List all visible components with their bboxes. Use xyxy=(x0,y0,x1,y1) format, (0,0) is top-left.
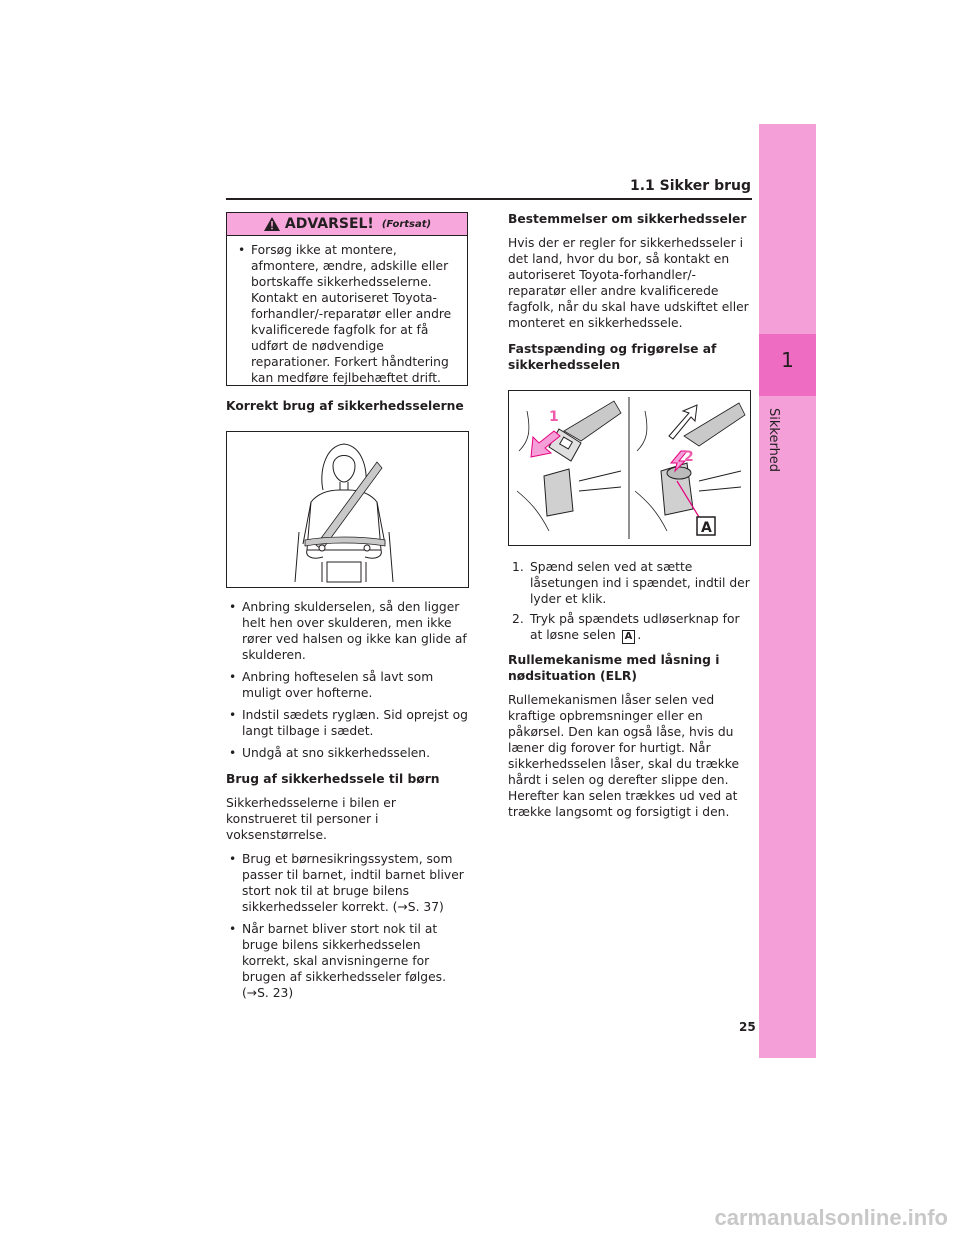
section-title: 1.1 Sikker brug xyxy=(630,178,751,194)
step-1: 1. Spænd selen ved at sætte låsetungen ind i spændet, indtil der lyder et klik. xyxy=(512,560,750,606)
chapter-number: 1 xyxy=(781,348,794,372)
heading-rules: Bestemmelser om sikkerhedsseler xyxy=(508,212,747,226)
warning-triangle-icon xyxy=(263,216,281,232)
figure-seated-person xyxy=(226,431,469,588)
heading-correct-use: Korrekt brug af sikkerhedsselerne xyxy=(226,399,464,413)
page-number: 25 xyxy=(739,1020,756,1034)
heading-children: Brug af sikkerhedssele til børn xyxy=(226,772,440,786)
watermark: carmanualsonline.info xyxy=(714,1205,948,1230)
paragraph-elr: Rullemekanismen låser selen ved kraftige opbremsninger eller en påkørsel. Den kan også låse, hvis du læner dig forover for hurtigt. Når sikkerhedsselen låser, skal du trække hårdt i selen og derefter slippe den. Herefter kan selen trækkes ud ved at trække langsomt og forsigtigt i den. xyxy=(508,693,740,819)
heading-fasten: Fastspænding og frigørelse af sikkerhedsselen xyxy=(508,342,717,372)
bullet-children-2: • Når barnet bliver stort nok til at bruge bilens sikkerhedsselen korrekt, skal anvisningerne for brugen af sikkerhedsseler følges. (→S. 23) xyxy=(229,922,446,1000)
warning-title: ADVARSEL! xyxy=(284,216,374,232)
warning-subtitle: (Fortsat) xyxy=(381,218,432,230)
bullet-correct-3: • Indstil sædets ryglæn. Sid oprejst og langt tilbage i sædet. xyxy=(229,708,468,738)
step-label-2: 2 xyxy=(684,449,694,465)
paragraph-rules: Hvis der er regler for sikkerhedsseler i det land, hvor du bor, så kontakt en autoriseret Toyota-forhandler/-reparatør eller andre kvalificerede fagfolk, når du skal have udskiftet eller monteret en sikkerhedssele. xyxy=(508,236,749,330)
seated-person-illustration xyxy=(227,432,468,587)
callout-label-a: A xyxy=(701,520,712,536)
bullet-correct-1: • Anbring skulderselen, så den ligger helt hen over skulderen, men ikke rører ved halsen og ikke kan glide af skulderen. xyxy=(229,600,467,662)
paragraph-children: Sikkerhedsselerne i bilen er konstrueret til personer i voksenstørrelse. xyxy=(226,796,396,842)
figure-buckle xyxy=(508,390,751,546)
heading-elr: Rullemekanisme med låsning i nødsituation (ELR) xyxy=(508,653,720,683)
warning-box xyxy=(226,212,468,386)
header-divider xyxy=(226,198,752,200)
chapter-side-tab xyxy=(759,124,816,1058)
chapter-label: Sikkerhed xyxy=(766,408,781,473)
bullet-children-1: • Brug et børnesikringssystem, som passer til barnet, indtil barnet bliver stort nok til at bruge bilens sikkerhedsseler korrekt. (→S. 37) xyxy=(229,852,464,914)
step-label-1: 1 xyxy=(549,409,559,425)
bullet-correct-4: • Undgå at sno sikkerhedsselen. xyxy=(229,746,431,760)
callout-ref-a: A xyxy=(622,630,636,644)
step-2: 2. Tryk på spændets udløserknap for at løsne selen A . xyxy=(512,612,740,642)
buckle-illustration xyxy=(509,391,750,545)
warning-bullet: • Forsøg ikke at montere, afmontere, ændre, adskille eller bortskaffe sikkerhedsselerne. Kontakt en autoriseret Toyota-forhandler/-reparatør eller andre kvalificerede fagfolk for at få udført de nødvendige reparationer. Forkert håndtering kan medføre fejlbehæftet drift. xyxy=(238,243,452,385)
warning-header xyxy=(227,213,467,236)
bullet-correct-2: • Anbring hofteselen så lavt som muligt over hofterne. xyxy=(229,670,434,700)
